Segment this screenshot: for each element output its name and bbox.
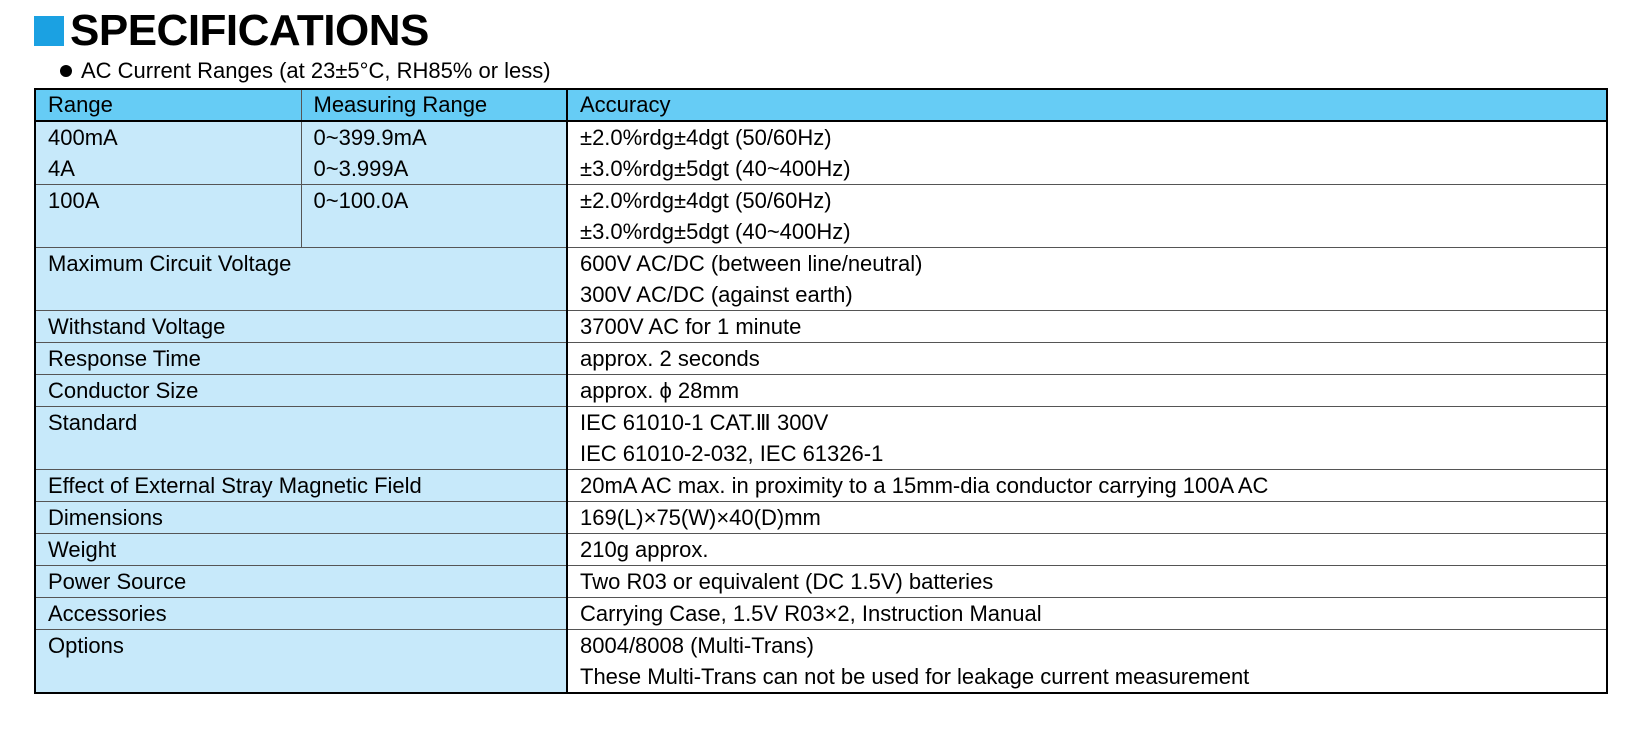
range-cell: 4A bbox=[35, 153, 301, 185]
table-row bbox=[35, 343, 1607, 375]
spec-label: Effect of External Stray Magnetic Field bbox=[35, 470, 567, 502]
measuring-cell: 0~3.999A bbox=[301, 153, 567, 185]
spec-value-line: IEC 61010-1 CAT.Ⅲ 300V bbox=[580, 410, 829, 435]
spec-label: Dimensions bbox=[35, 502, 567, 534]
spec-value: 20mA AC max. in proximity to a 15mm-dia conductor carrying 100A AC bbox=[567, 470, 1607, 502]
spec-table bbox=[34, 88, 1608, 694]
spec-value: 3700V AC for 1 minute bbox=[567, 311, 1607, 343]
accuracy-cell bbox=[567, 185, 1607, 248]
header-range: Range bbox=[35, 89, 301, 121]
accuracy-line: ±3.0%rdg±5dgt (40~400Hz) bbox=[580, 156, 851, 181]
table-row bbox=[35, 248, 1607, 311]
spec-value-line: These Multi-Trans can not be used for leakage current measurement bbox=[580, 664, 1250, 689]
range-cell: 100A bbox=[35, 185, 301, 248]
header-accuracy: Accuracy bbox=[567, 89, 1607, 121]
spec-value-line: 300V AC/DC (against earth) bbox=[580, 282, 853, 307]
spec-value: 210g approx. bbox=[567, 534, 1607, 566]
table-row bbox=[35, 502, 1607, 534]
table-row bbox=[35, 121, 1607, 153]
spec-value: 169(L)×75(W)×40(D)mm bbox=[567, 502, 1607, 534]
spec-value bbox=[567, 248, 1607, 311]
range-cell: 400mA bbox=[35, 121, 301, 153]
spec-label: Weight bbox=[35, 534, 567, 566]
spec-value-line: IEC 61010-2-032, IEC 61326-1 bbox=[580, 441, 884, 466]
table-row bbox=[35, 566, 1607, 598]
spec-label: Maximum Circuit Voltage bbox=[35, 248, 567, 311]
subtitle bbox=[60, 57, 551, 85]
spec-value-line: 8004/8008 (Multi-Trans) bbox=[580, 633, 814, 658]
heading-text: SPECIFICATIONS bbox=[70, 6, 429, 55]
spec-value: Carrying Case, 1.5V R03×2, Instruction Manual bbox=[567, 598, 1607, 630]
spec-value-line: 600V AC/DC (between line/neutral) bbox=[580, 251, 923, 276]
spec-label: Accessories bbox=[35, 598, 567, 630]
page-title bbox=[34, 6, 429, 56]
spec-value: approx. 2 seconds bbox=[567, 343, 1607, 375]
measuring-cell: 0~100.0A bbox=[301, 185, 567, 248]
table-row bbox=[35, 534, 1607, 566]
measuring-cell: 0~399.9mA bbox=[301, 121, 567, 153]
spec-label: Response Time bbox=[35, 343, 567, 375]
accuracy-cell bbox=[567, 121, 1607, 185]
table-row bbox=[35, 630, 1607, 694]
table-row bbox=[35, 407, 1607, 470]
spec-label: Options bbox=[35, 630, 567, 694]
spec-value: approx. ϕ 28mm bbox=[567, 375, 1607, 407]
table-header-row bbox=[35, 89, 1607, 121]
accuracy-line: ±2.0%rdg±4dgt (50/60Hz) bbox=[580, 188, 832, 213]
heading-square-icon bbox=[34, 16, 64, 46]
table-row bbox=[35, 185, 1607, 248]
bullet-icon bbox=[60, 65, 72, 77]
header-measuring-range: Measuring Range bbox=[301, 89, 567, 121]
subtitle-text: AC Current Ranges (at 23±5°C, RH85% or less) bbox=[81, 58, 551, 83]
spec-label: Conductor Size bbox=[35, 375, 567, 407]
spec-label: Power Source bbox=[35, 566, 567, 598]
spec-label: Withstand Voltage bbox=[35, 311, 567, 343]
table-row bbox=[35, 470, 1607, 502]
spec-value: Two R03 or equivalent (DC 1.5V) batteries bbox=[567, 566, 1607, 598]
spec-value bbox=[567, 407, 1607, 470]
table-row bbox=[35, 375, 1607, 407]
spec-label: Standard bbox=[35, 407, 567, 470]
table-row bbox=[35, 598, 1607, 630]
accuracy-line: ±3.0%rdg±5dgt (40~400Hz) bbox=[580, 219, 851, 244]
accuracy-line: ±2.0%rdg±4dgt (50/60Hz) bbox=[580, 125, 832, 150]
table-row bbox=[35, 311, 1607, 343]
spec-value bbox=[567, 630, 1607, 694]
